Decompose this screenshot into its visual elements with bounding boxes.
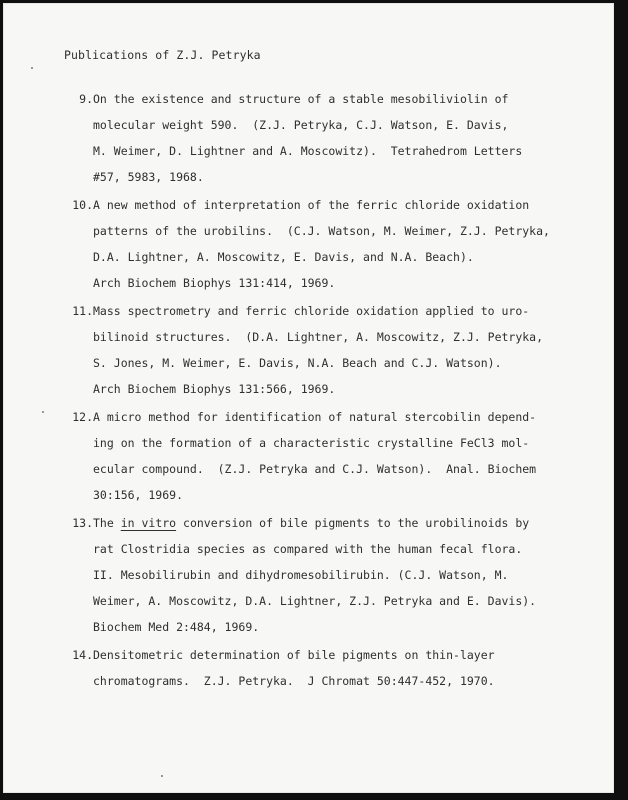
- entry-line: S. Jones, M. Weimer, E. Davis, N.A. Beach and C.J. Watson).: [93, 356, 502, 370]
- underlined-phrase: in vitro: [120, 516, 177, 530]
- entry-line: II. Mesobilirubin and dihydromesobilirubin. (C.J. Watson, M.: [93, 568, 509, 582]
- paper-speck: [161, 775, 163, 777]
- page-title: Publications of Z.J. Petryka: [64, 48, 261, 62]
- entry-number: 11.: [72, 304, 93, 318]
- entry-text: [93, 86, 589, 190]
- entry-line: A micro method for identification of natural stercobilin depend-: [93, 410, 537, 424]
- entry-text: [93, 192, 589, 296]
- entry-line: Mass spectrometry and ferric chloride oxidation applied to uro-: [93, 304, 530, 318]
- entry-line: 30:156, 1969.: [93, 488, 184, 502]
- entry-line: [93, 510, 589, 536]
- entry-line: Densitometric determination of bile pigments on thin-layer: [93, 648, 495, 662]
- document-page: [3, 3, 614, 793]
- entry-number: 10.: [72, 198, 93, 212]
- entry-line: Biochem Med 2:484, 1969.: [93, 620, 260, 634]
- entry-line: On the existence and structure of a stable mesobiliviolin of: [93, 92, 509, 106]
- entry-line-suffix: conversion of bile pigments to the urobilinoids by: [176, 516, 530, 530]
- entry-number: 9.: [79, 92, 93, 106]
- entry-line: molecular weight 590. (Z.J. Petryka, C.J. Watson, E. Davis,: [93, 118, 509, 132]
- entry-line: Weimer, A. Moscowitz, D.A. Lightner, Z.J. Petryka and E. Davis).: [93, 594, 537, 608]
- publication-entry-14: [59, 642, 589, 694]
- publication-entry-10: [59, 192, 589, 296]
- entry-line: ecular compound. (Z.J. Petryka and C.J. Watson). Anal. Biochem: [93, 462, 537, 476]
- entry-line: #57, 5983, 1968.: [93, 170, 204, 184]
- entry-number: 12.: [72, 410, 93, 424]
- entry-text: [93, 404, 589, 508]
- entry-line: bilinoid structures. (D.A. Lightner, A. Moscowitz, Z.J. Petryka,: [93, 330, 544, 344]
- entry-line: Arch Biochem Biophys 131:414, 1969.: [93, 276, 336, 290]
- paper-speck: [31, 67, 33, 69]
- entry-text: [93, 510, 589, 640]
- entry-line: patterns of the urobilins. (C.J. Watson, M. Weimer, Z.J. Petryka,: [93, 224, 550, 238]
- entry-line: rat Clostridia species as compared with the human fecal flora.: [93, 542, 523, 556]
- paper-speck: [42, 411, 44, 413]
- entry-text: [93, 298, 589, 402]
- entry-line-prefix: The: [93, 516, 121, 530]
- entry-number: 14.: [72, 648, 93, 662]
- entry-line: M. Weimer, D. Lightner and A. Moscowitz). Tetrahedrom Letters: [93, 144, 523, 158]
- publication-entry-13: [59, 510, 589, 640]
- publication-list: [59, 86, 589, 696]
- entry-line: Arch Biochem Biophys 131:566, 1969.: [93, 382, 336, 396]
- entry-line: A new method of interpretation of the ferric chloride oxidation: [93, 198, 530, 212]
- publication-entry-11: [59, 298, 589, 402]
- entry-line: chromatograms. Z.J. Petryka. J Chromat 50:447-452, 1970.: [93, 674, 495, 688]
- publication-entry-12: [59, 404, 589, 508]
- publication-entry-9: [59, 86, 589, 190]
- entry-text: [93, 642, 589, 694]
- entry-number: 13.: [72, 516, 93, 530]
- entry-line: ing on the formation of a characteristic crystalline FeCl3 mol-: [93, 436, 530, 450]
- entry-line: D.A. Lightner, A. Moscowitz, E. Davis, and N.A. Beach).: [93, 250, 474, 264]
